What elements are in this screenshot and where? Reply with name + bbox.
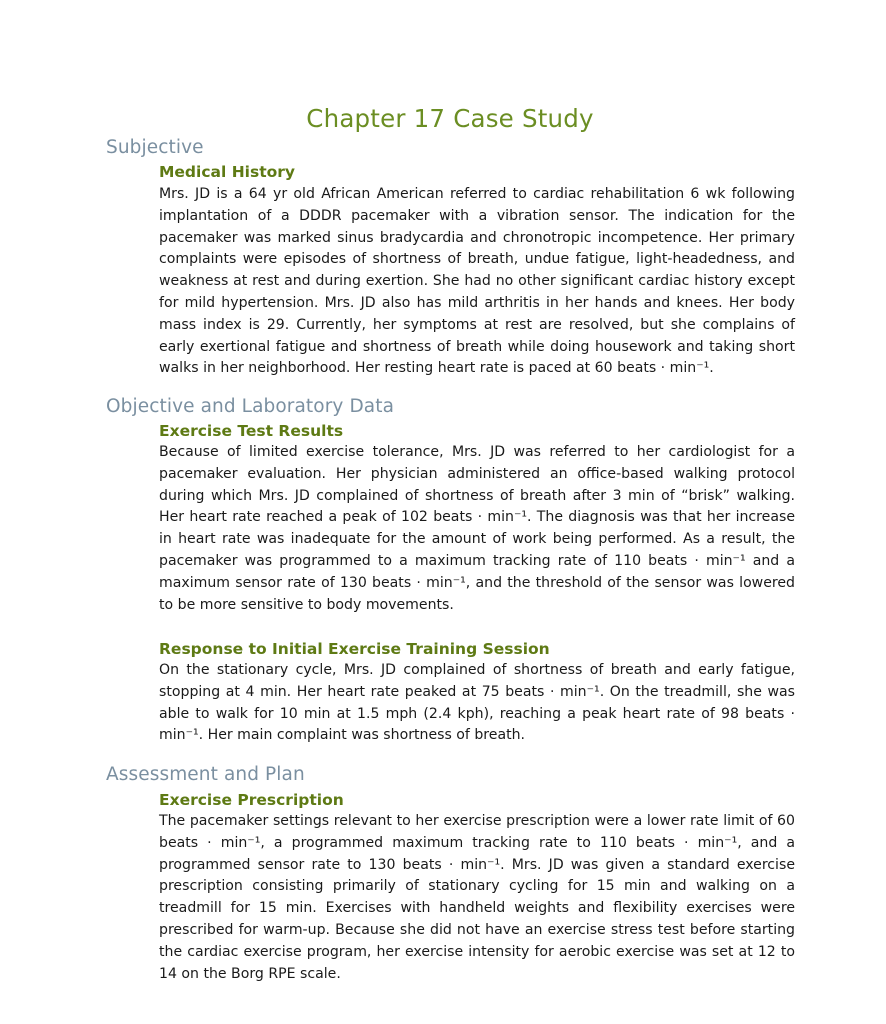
page-title: Chapter 17 Case Study	[306, 104, 594, 133]
section-heading-subjective: Subjective	[106, 137, 204, 158]
subsection-heading-exercise-prescription: Exercise Prescription	[159, 791, 344, 809]
section-heading-objective: Objective and Laboratory Data	[106, 396, 395, 417]
initial-training-response-paragraph: On the stationary cycle, Mrs. JD complained of shortness of breath and early fatigue, stopping at 4 min. Her heart rate peaked at 75 beats · min⁻¹. On the treadmill, she was able to walk for 10 min at 1.5 mph (2.4 kph), reaching a peak heart rate of 98 beats · min⁻¹. Her main complaint was shortness of breath.	[159, 662, 795, 744]
medical-history-paragraph: Mrs. JD is a 64 yr old African American referred to cardiac rehabilitation 6 wk following implantation of a DDDR pacemaker with a vibration sensor. The indication for the pacemaker was marked sinus bradycardia and chronotropic incompetence. Her primary complaints were episodes of shortness of breath, undue fatigue, light-headedness, and weakness at rest and during exertion. She had no other significant cardiac history except for mild hypertension. Mrs. JD also has mild arthritis in her hands and knees. Her body mass index is 29. Currently, her symptoms at rest are resolved, but she complains of early exertional fatigue and shortness of breath while doing housework and taking short walks in her neighborhood. Her resting heart rate is paced at 60 beats · min⁻¹.	[159, 186, 795, 377]
subsection-heading-medical-history: Medical History	[159, 163, 296, 181]
exercise-prescription-paragraph: The pacemaker settings relevant to her exercise prescription were a lower rate limit of 60 beats · min⁻¹, a programmed maximum tracking rate to 110 beats · min⁻¹, and a programmed sensor rate to 130 beats · min⁻¹. Mrs. JD was given a standard exercise prescription consisting primarily of stationary cycling for 15 min and walking on a treadmill for 15 min. Exercises with handheld weights and flexibility exercises were prescribed for warm-up. Because she did not have an exercise stress test before starting the cardiac exercise program, her exercise intensity for aerobic exercise was set at 12 to 14 on the Borg RPE scale.	[159, 813, 795, 982]
exercise-test-results-paragraph: Because of limited exercise tolerance, Mrs. JD was referred to her cardiologist for a pacemaker evaluation. Her physician administered an office-based walking protocol during which Mrs. JD complained of shortness of breath after 3 min of “brisk” walking. Her heart rate reached a peak of 102 beats · min⁻¹. The diagnosis was that her increase in heart rate was inadequate for the amount of work being performed. As a result, the pacemaker was programmed to a maximum tracking rate of 110 beats · min⁻¹ and a maximum sensor rate of 130 beats · min⁻¹, and the threshold of the sensor was lowered to be more sensitive to body movements.	[159, 444, 795, 613]
subsection-heading-initial-training-response: Response to Initial Exercise Training Session	[159, 640, 550, 658]
section-heading-assessment-plan: Assessment and Plan	[106, 764, 305, 785]
subsection-heading-exercise-test-results: Exercise Test Results	[159, 422, 344, 440]
